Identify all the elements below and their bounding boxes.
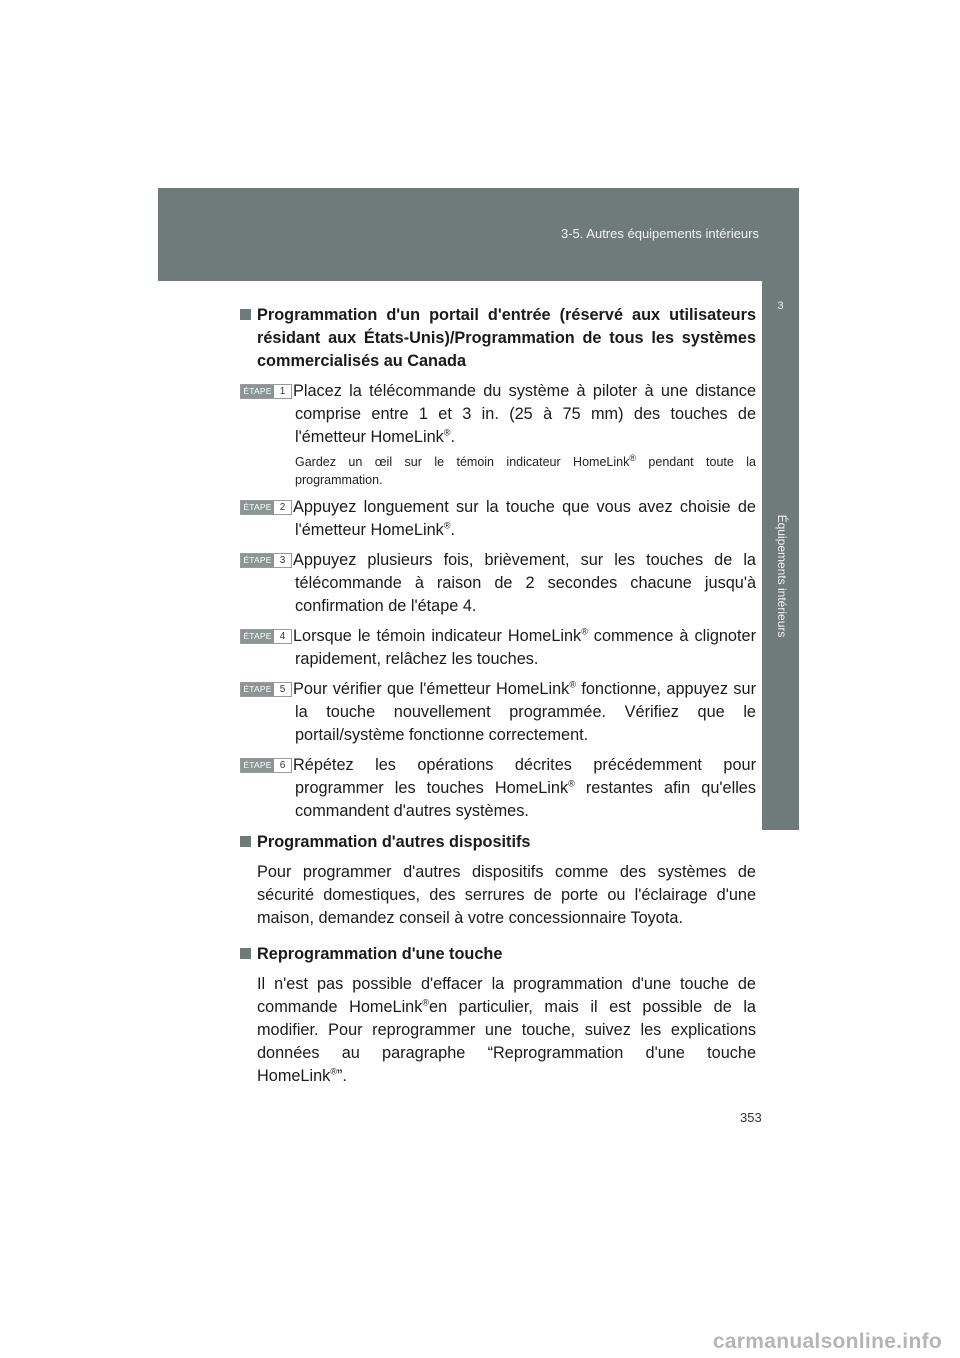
step-text: Appuyez longuement sur la touche que vous avez choisie de l'émetteur HomeLink®. bbox=[293, 498, 756, 539]
section-header-title: 3-5. Autres équipements intérieurs bbox=[561, 226, 759, 241]
step-text: Répétez les opérations décrites précédemment pour programmer les touches HomeLink® restantes afin qu'elles commandent d'autres systèmes. bbox=[293, 756, 757, 820]
step-badge: ÉTAPE 4 bbox=[240, 629, 292, 644]
step-badge: ÉTAPE 1 bbox=[240, 384, 292, 399]
step-badge: ÉTAPE 5 bbox=[240, 682, 292, 697]
step-3 bbox=[240, 549, 756, 618]
watermark: carmanualsonline.info bbox=[712, 1330, 942, 1353]
page-content bbox=[240, 304, 756, 1101]
step-badge: ÉTAPE 3 bbox=[240, 553, 292, 568]
square-bullet-icon bbox=[240, 836, 251, 847]
step-4 bbox=[240, 625, 756, 671]
step-2 bbox=[240, 496, 756, 542]
step-text: Pour vérifier que l'émetteur HomeLink® fonctionne, appuyez sur la touche nouvellement programmée. Vérifiez que le portail/système fonctionne correctement. bbox=[293, 679, 756, 744]
step-note: Gardez un œil sur le témoin indicateur HomeLink® pendant toute la programmation. bbox=[295, 452, 756, 487]
page-number: 353 bbox=[740, 1110, 762, 1125]
step-text: Placez la télécommande du système à piloter à une distance comprise entre 1 et 3 in. (25 à 75 mm) des touches de l'émetteur HomeLink®. bbox=[293, 382, 756, 446]
square-bullet-icon bbox=[240, 948, 251, 959]
header-band bbox=[158, 188, 799, 281]
step-badge: ÉTAPE 2 bbox=[240, 500, 292, 515]
reprogramming-text: Il n'est pas possible d'effacer la programmation d'une touche de commande HomeLink®en particulier, mais il est possible de la modifier. Pour reprogrammer une touche, suivez les explications données au paragraphe “Reprogrammation d'une touche HomeLink®”. bbox=[257, 975, 756, 1085]
step-text: Appuyez plusieurs fois, brièvement, sur les touches de la télécommande à raison de 2 secondes chacune jusqu'à confirmation de l'étape 4. bbox=[293, 551, 756, 615]
step-text: Lorsque le témoin indicateur HomeLink® commence à clignoter rapidement, relâchez les touches. bbox=[293, 626, 756, 668]
other-devices-text: Pour programmer d'autres dispositifs comme des systèmes de sécurité domestiques, des serrures de porte ou l'éclairage d'une maison, demandez conseil à votre concessionnaire Toyota. bbox=[257, 863, 756, 927]
chapter-label: Équipements intérieurs bbox=[775, 514, 789, 638]
step-6 bbox=[240, 754, 756, 823]
chapter-side-tab bbox=[762, 281, 799, 830]
section-title-gate: Programmation d'un portail d'entrée (réservé aux utilisateurs résidant aux États-Unis)/Programmation de tous les systèmes commercialisés au Canada bbox=[240, 304, 756, 373]
section-title-other-devices: Programmation d'autres dispositifs bbox=[240, 831, 756, 854]
step-5 bbox=[240, 678, 756, 747]
step-badge: ÉTAPE 6 bbox=[240, 758, 292, 773]
step-1 bbox=[240, 380, 756, 489]
section-title-reprogramming: Reprogrammation d'une touche bbox=[240, 943, 756, 966]
square-bullet-icon bbox=[240, 309, 251, 320]
chapter-number: 3 bbox=[777, 300, 784, 312]
